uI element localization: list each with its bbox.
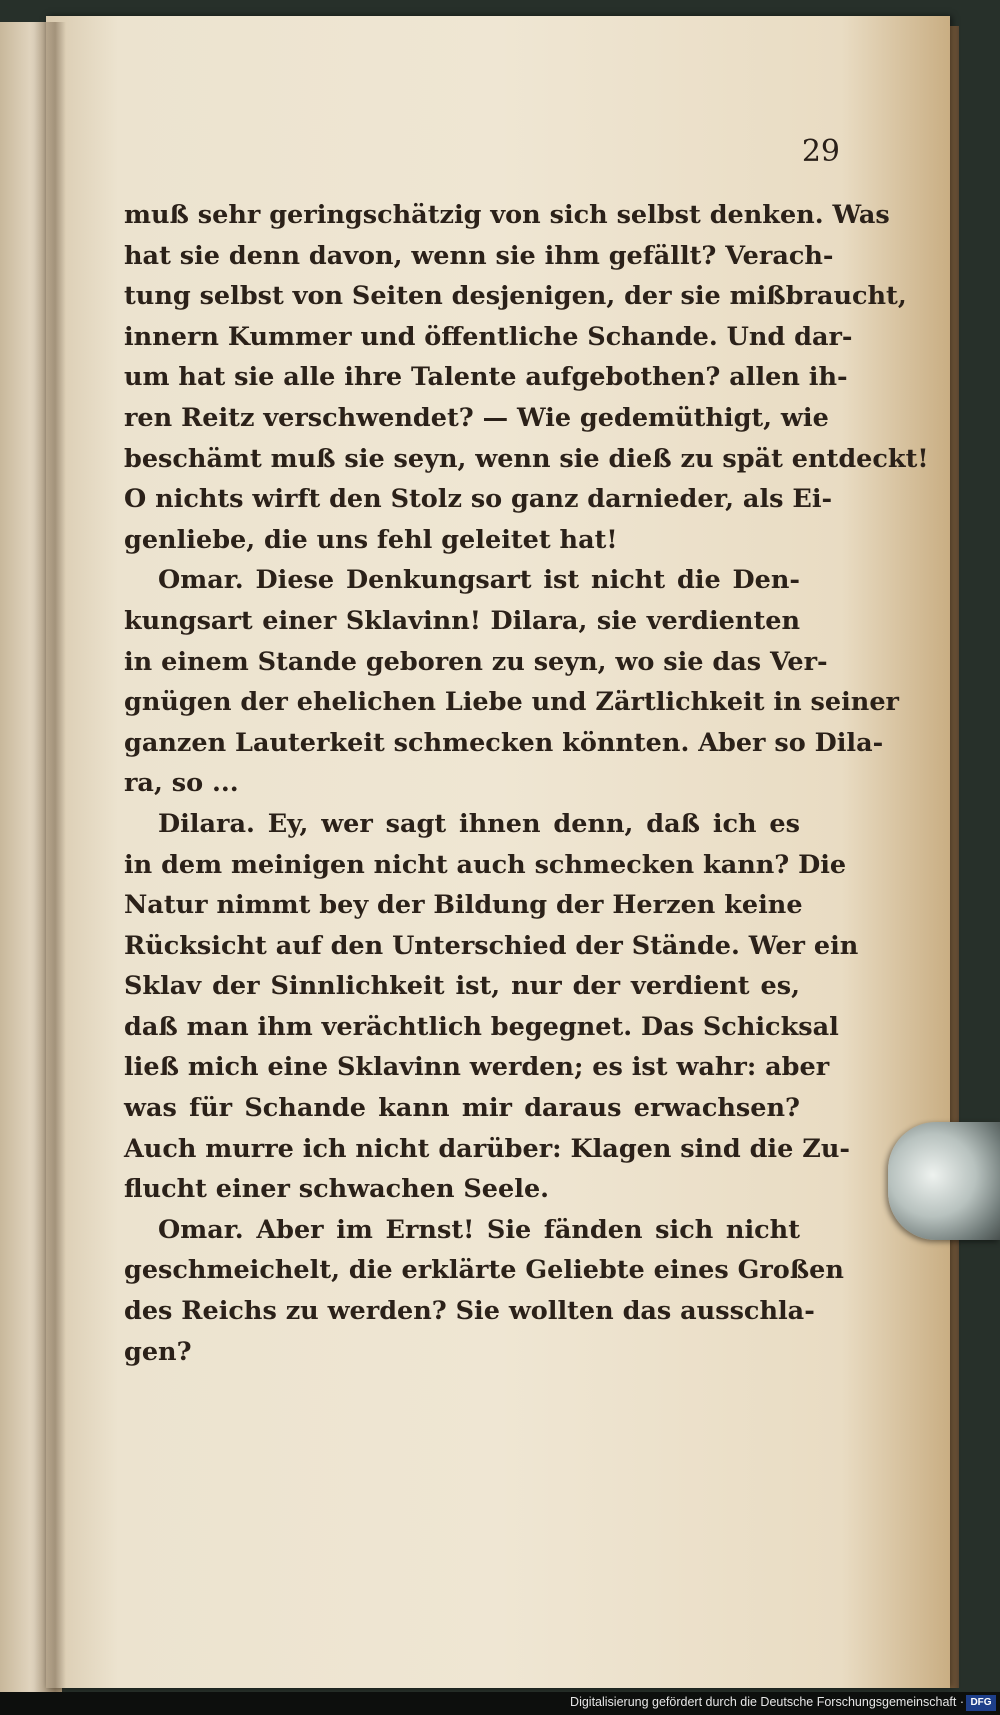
text-line: hat sie denn davon, wenn sie ihm gefällt? Verach- [124,240,834,271]
text-line: muß sehr geringschätzig von sich selbst denken. Was [124,200,890,230]
text-line: flucht einer schwachen Seele. [124,1174,550,1205]
text-line: um hat sie alle ihre Talente aufgebothen? allen ih- [124,362,848,393]
text-line: O nichts wirft den Stolz so ganz darnieder, als Ei- [124,484,833,515]
text-line: ra, so ... [124,768,239,799]
text-line: des Reichs zu werden? Sie wollten das ausschla- [124,1296,815,1327]
text-line: gnügen der ehelichen Liebe und Zärtlichkeit in seiner [124,687,899,718]
text-line: was für Schande kann mir daraus erwachsen? [124,1093,800,1124]
text-line: beschämt muß sie seyn, wenn sie dieß zu spät entdeckt! [124,443,929,474]
text-line: Auch murre ich nicht darüber: Klagen sind die Zu- [124,1133,850,1164]
footer-bar [0,1692,1000,1715]
text-line: in dem meinigen nicht auch schmecken kann? Die [124,849,847,880]
text-line: Natur nimmt bey der Bildung der Herzen keine [124,890,803,921]
text-line: daß man ihm verächtlich begegnet. Das Schicksal [124,1011,839,1042]
text-line: Omar. Aber im Ernst! Sie fänden sich nicht [158,1214,800,1245]
text-line: Omar. Diese Denkungsart ist nicht die Den- [158,565,800,596]
text-line: gen? [124,1336,192,1367]
text-line: in einem Stande geboren zu seyn, wo sie das Ver- [124,646,828,677]
text-line: Sklav der Sinnlichkeit ist, nur der verdient es, [124,971,800,1002]
text-line: tung selbst von Seiten desjenigen, der sie mißbraucht, [124,281,907,312]
text-line: kungsart einer Sklavinn! Dilara, sie verdienten [124,605,800,636]
page-number: 29 [801,134,840,169]
funding-notice: Digitalisierung gefördert durch die Deutsche Forschungsgemeinschaft · [570,1695,964,1709]
text-line: ließ mich eine Sklavinn werden; es ist wahr: aber [124,1052,830,1083]
book-gutter [30,22,66,1700]
page-clip [888,1122,1000,1240]
dfg-logo: DFG [966,1695,996,1711]
page-text [124,195,929,1372]
text-line: Dilara. Ey, wer sagt ihnen denn, daß ich es [158,808,800,839]
text-line: innern Kummer und öffentliche Schande. Und dar- [124,321,853,352]
text-line: genliebe, die uns fehl geleitet hat! [124,524,618,555]
text-line: ren Reitz verschwendet? — Wie gedemüthigt, wie [124,402,829,433]
text-line: ganzen Lauterkeit schmecken könnten. Aber so Dila- [124,727,884,758]
text-line: geschmeichelt, die erklärte Geliebte eines Großen [124,1255,844,1286]
text-line: Rücksicht auf den Unterschied der Stände. Wer ein [124,930,859,961]
